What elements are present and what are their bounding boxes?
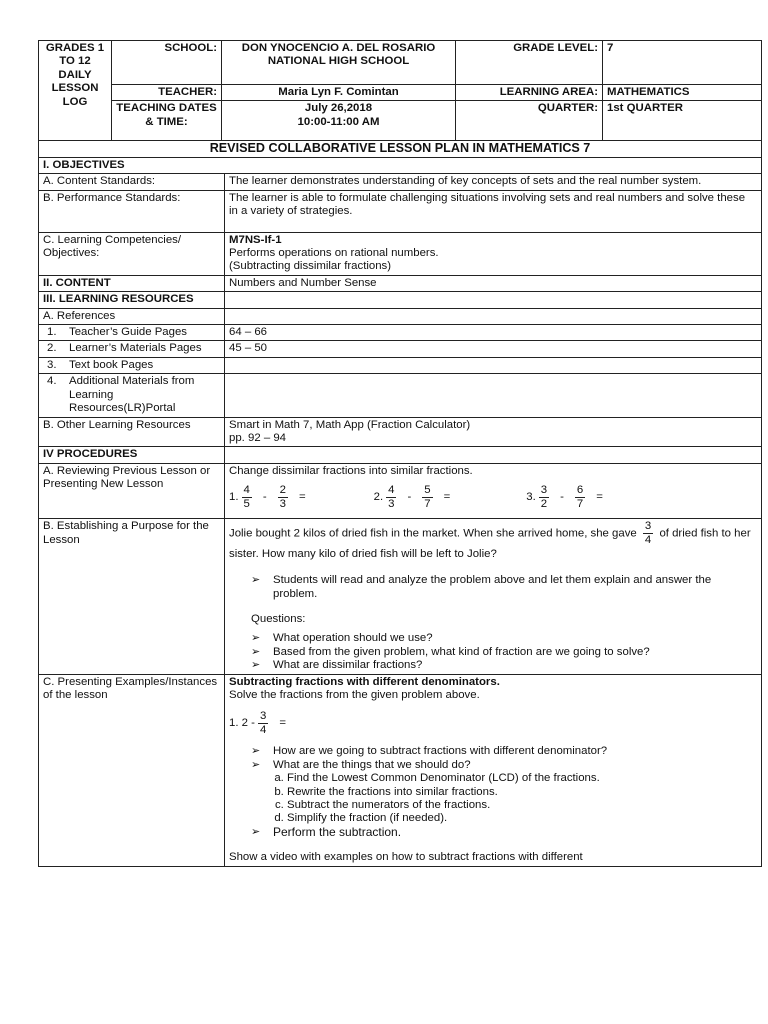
procedure-b-label: B. Establishing a Purpose for the Lesson <box>39 519 225 674</box>
procedure-c-line: Solve the fractions from the given problem above. <box>229 688 480 701</box>
list-item: ➢ Based from the given problem, what kind of fraction are we going to solve? <box>251 646 757 659</box>
learning-area-value: MATHEMATICS <box>603 85 762 101</box>
fraction-example-2: 2. $\frac{4}{3}$ - $\frac{5}{7}$ = <box>373 484 451 511</box>
procedure-c-content <box>225 674 762 866</box>
teacher-label: TEACHER: <box>112 85 222 101</box>
references-label: A. References <box>39 308 225 324</box>
quarter-value: 1st QUARTER <box>603 101 762 141</box>
grade-level-value: 7 <box>603 41 762 85</box>
fraction-examples <box>229 484 757 511</box>
fraction: $\frac{3}{4}$ <box>259 710 267 737</box>
teachers-guide-value: 64 – 66 <box>225 325 762 341</box>
step-item: a. Find the Lowest Common Denominator (LCD) of the fractions. <box>287 772 757 785</box>
list-item: ➢ Perform the subtraction. <box>251 826 757 839</box>
procedure-c-label: C. Presenting Examples/Instances of the lesson <box>39 674 225 866</box>
list-item: ➢ What are the things that we should do? <box>251 759 757 772</box>
header-table <box>38 40 762 141</box>
fraction: $\frac{3}{2}$ <box>540 484 548 511</box>
procedure-a-intro: Change dissimilar fractions into similar fractions. <box>229 464 473 477</box>
step-item: c. Subtract the numerators of the fractions. <box>287 799 757 812</box>
grades-label: GRADES 1 TO 12 DAILY LESSON LOG <box>39 41 112 141</box>
competency-code: M7NS-If-1 <box>229 233 282 246</box>
performance-standards-value: The learner is able to formulate challenging situations involving sets and real numbers and solve these in a variety of strategies. <box>225 190 762 232</box>
teacher-value: Maria Lyn F. Comintan <box>222 85 456 101</box>
fraction: $\frac{3}{4}$ <box>644 520 652 547</box>
date-value: July 26,2018 <box>304 102 373 115</box>
procedure-a-content <box>225 463 762 518</box>
fraction: $\frac{6}{7}$ <box>576 484 584 511</box>
content-value: Numbers and Number Sense <box>225 275 762 291</box>
fraction: $\frac{4}{5}$ <box>243 484 250 511</box>
lesson-plan-title: REVISED COLLABORATIVE LESSON PLAN IN MATHEMATICS 7 <box>39 141 762 157</box>
teaching-dates-value <box>222 101 456 141</box>
fraction: $\frac{4}{3}$ <box>388 484 395 511</box>
learning-area-label: LEARNING AREA: <box>456 85 603 101</box>
procedure-b-content <box>225 519 762 674</box>
subtraction-steps <box>229 772 757 826</box>
other-resources-label: B. Other Learning Resources <box>39 417 225 447</box>
fraction-example-3: 3. $\frac{3}{2}$ - $\frac{6}{7}$ = <box>526 484 603 511</box>
fraction: $\frac{5}{7}$ <box>424 484 431 511</box>
fraction: $\frac{2}{3}$ <box>279 484 286 511</box>
content-standards-label: A. Content Standards: <box>39 174 225 190</box>
procedures-heading: IV PROCEDURES <box>39 447 225 463</box>
time-value: 10:00-11:00 AM <box>297 115 380 128</box>
competencies-value <box>225 232 762 275</box>
objectives-heading: I. OBJECTIVES <box>39 157 762 173</box>
school-label: SCHOOL: <box>112 41 222 85</box>
list-item: ➢ What operation should we use? <box>251 632 757 645</box>
lesson-plan-table <box>38 141 762 866</box>
other-resources-value: Smart in Math 7, Math App (Fraction Calculator) pp. 92 – 94 <box>225 417 762 447</box>
list-item: ➢ How are we going to subtract fractions with different denominator? <box>251 745 757 758</box>
steps-questions-list <box>229 745 757 772</box>
competency-line-1: Performs operations on rational numbers. <box>229 247 439 260</box>
quarter-label: QUARTER: <box>456 101 603 141</box>
additional-materials-label: 4. Additional Materials from Learning Resources(LR)Portal <box>39 374 225 417</box>
grade-level-label: GRADE LEVEL: <box>456 41 603 85</box>
step-item: b. Rewrite the fractions into similar fractions. <box>287 786 757 799</box>
teaching-dates-label: TEACHING DATES & TIME: <box>112 101 222 141</box>
teachers-guide-label: 1. Teacher’s Guide Pages <box>39 325 225 341</box>
content-label: II. CONTENT <box>39 275 225 291</box>
list-item: ➢ Students will read and analyze the problem above and let them explain and answer the problem. <box>251 574 757 601</box>
instruction-list <box>229 574 757 601</box>
questions-list <box>229 632 757 672</box>
learners-materials-value: 45 – 50 <box>225 341 762 357</box>
questions-label: Questions: <box>251 612 306 625</box>
procedure-c-heading: Subtracting fractions with different denominators. <box>229 675 500 688</box>
step-item: d. Simplify the fraction (if needed). <box>287 812 757 825</box>
lesson-log-page <box>38 40 761 867</box>
competency-line-2: (Subtracting dissimilar fractions) <box>229 260 392 273</box>
competencies-label: C. Learning Competencies/ Objectives: <box>39 232 225 275</box>
textbook-pages-label: 3. Text book Pages <box>39 357 225 373</box>
learning-resources-heading: III. LEARNING RESOURCES <box>39 292 225 308</box>
fraction-example-1: 1. $\frac{4}{5}$ - $\frac{2}{3}$ = <box>229 484 306 511</box>
video-instruction: Show a video with examples on how to subtract fractions with different <box>229 851 583 864</box>
list-item: ➢ What are dissimilar fractions? <box>251 659 757 672</box>
word-problem: Jolie bought 2 kilos of dried fish in the market. When she arrived home, she gave $\frac{3}{4}$ of dried fish to her sister. How many kilo of dried fish will be left to Jolie? <box>229 520 751 561</box>
subtraction-example: 1. 2 - $\frac{3}{4}$ = <box>229 710 286 737</box>
school-value: DON YNOCENCIO A. DEL ROSARIO NATIONAL HIGH SCHOOL <box>222 41 456 85</box>
learners-materials-label: 2. Learner’s Materials Pages <box>39 341 225 357</box>
performance-standards-label: B. Performance Standards: <box>39 190 225 232</box>
content-standards-value: The learner demonstrates understanding of key concepts of sets and the real number system. <box>225 174 762 190</box>
procedure-a-label: A. Reviewing Previous Lesson or Presenting New Lesson <box>39 463 225 518</box>
